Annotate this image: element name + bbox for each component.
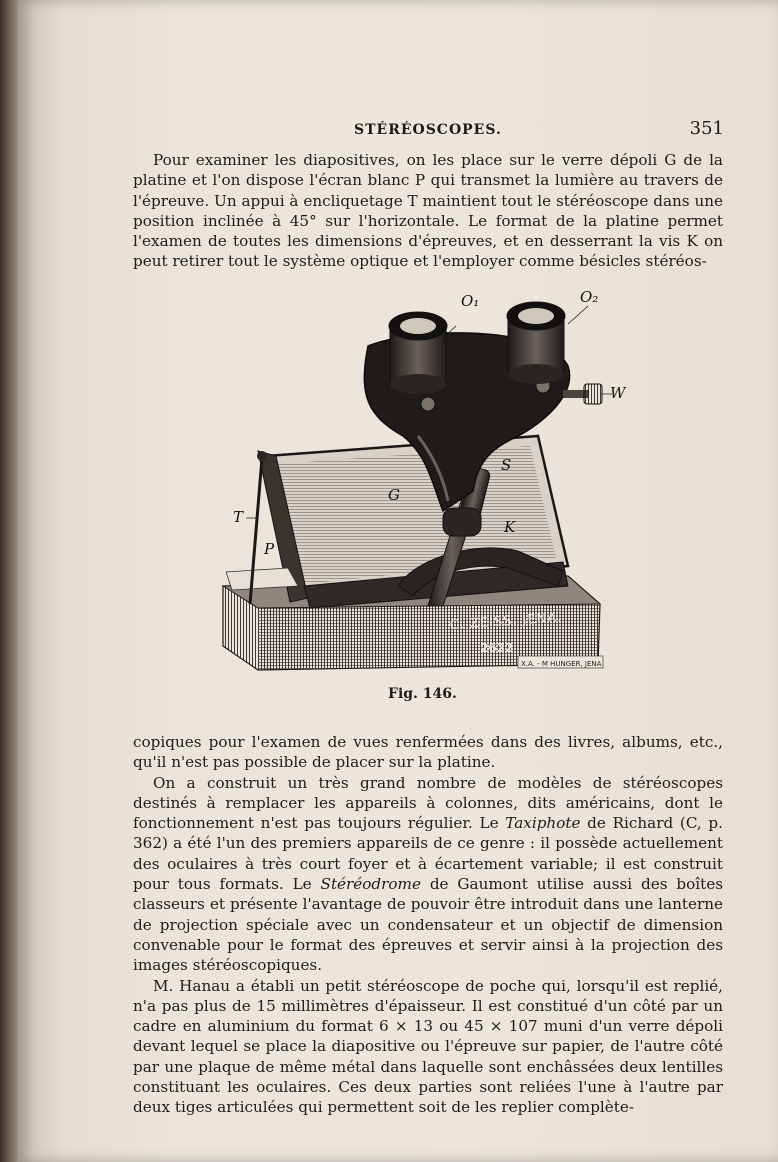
- italic-term: Stéréodrome: [320, 875, 421, 894]
- base-number: 2622: [480, 641, 514, 655]
- text-run: M. Hanau a établi un petit stéréoscope de poche qui, lorsqu'il est replié, n'a pas plus de 15 millimètres d'épaisseur. Il est constitué d'un côté par un cadre en aluminium du format 6 × 13 ou 45 × 107 muni d'un verre dépoli devant lequel se place la diapositive ou l'épreuve sur papier, de l'autre côté par une plaque de même métal dans laquelle sont enchâssées deux lentilles constituant les oculaires. Ces deux parties sont reliées l'une à l'autre par deux tiges articulées qui permettent soit de les replier complète-: [133, 976, 723, 1117]
- eyepiece-right: [507, 302, 565, 384]
- page-header: [354, 118, 724, 139]
- label-o1: O₁: [461, 292, 480, 310]
- label-p: P: [264, 540, 275, 558]
- adjust-knob: [563, 384, 602, 404]
- paragraphs-bottom: [133, 732, 723, 1118]
- text-run: copiques pour l'examen de vues renfermées dans des livres, albums, etc., qu'il n'est pas possible de placer sur la platine.: [133, 733, 723, 772]
- text-run: On a construit un très grand nombre de modèles de stéréoscopes destinés à remplacer les appareils à colonnes, dits américains, dont le fonctionnement n'est pas toujours régulier. Le: [133, 773, 723, 833]
- text-run: de Gaumont utilise aussi des boîtes classeurs et présente l'avantage de pouvoir être introduit dans une lanterne de projection spéciale avec un condensateur et un objectif de dimension convenable pour le format des épreuves et servir ainsi à la projection des images stéréoscopiques.: [133, 875, 723, 975]
- figure-stereoscope-illustration: [218, 286, 626, 676]
- paragraph-bottom-1: [133, 732, 723, 773]
- label-g: G: [388, 486, 400, 504]
- label-w: W: [610, 384, 626, 402]
- eyepiece-left: [389, 312, 447, 394]
- running-head: STÉRÉOSCOPES.: [354, 122, 502, 138]
- text-run: de Richard (C, p. 362) a été l'un des premiers appareils de ce genre : il possède actuellement des oculaires à très court foyer et à écartement variable; il est construit pour tous formats. Le: [133, 814, 723, 894]
- label-k: K: [504, 518, 516, 536]
- paragraph-top: [133, 150, 723, 272]
- engraver-signature: X.A. - M HUNGER, JENA: [521, 660, 602, 668]
- figure-caption: Fig. 146.: [388, 686, 457, 702]
- label-s: S: [501, 456, 512, 474]
- paragraph-top-text: Pour examiner les diapositives, on les place sur le verre dépoli G de la platine et l'on dispose l'écran blanc P qui transmet la lumière au travers de l'épreuve. Un appui à encliquetage T maintient tout le stéréoscope dans une position inclinée à 45° sur l'horizontale. Le format de la platine permet l'examen de toutes les dimensions d'épreuves, et en desserrant la vis K on peut retirer tout le système optique et l'employer comme bésicles stéréos-: [133, 151, 723, 271]
- stereoscope-engraving: [218, 286, 626, 676]
- paragraph-bottom-2: [133, 773, 723, 976]
- paragraph-bottom-3: [133, 976, 723, 1118]
- label-t: T: [233, 508, 244, 526]
- label-o2: O₂: [580, 288, 599, 306]
- white-screen: [226, 568, 298, 590]
- italic-term: Taxiphote: [505, 814, 581, 833]
- base-inscription: C. ZEISS, JENA.: [449, 610, 563, 633]
- book-page: [18, 0, 778, 1162]
- page-number: 351: [689, 118, 724, 139]
